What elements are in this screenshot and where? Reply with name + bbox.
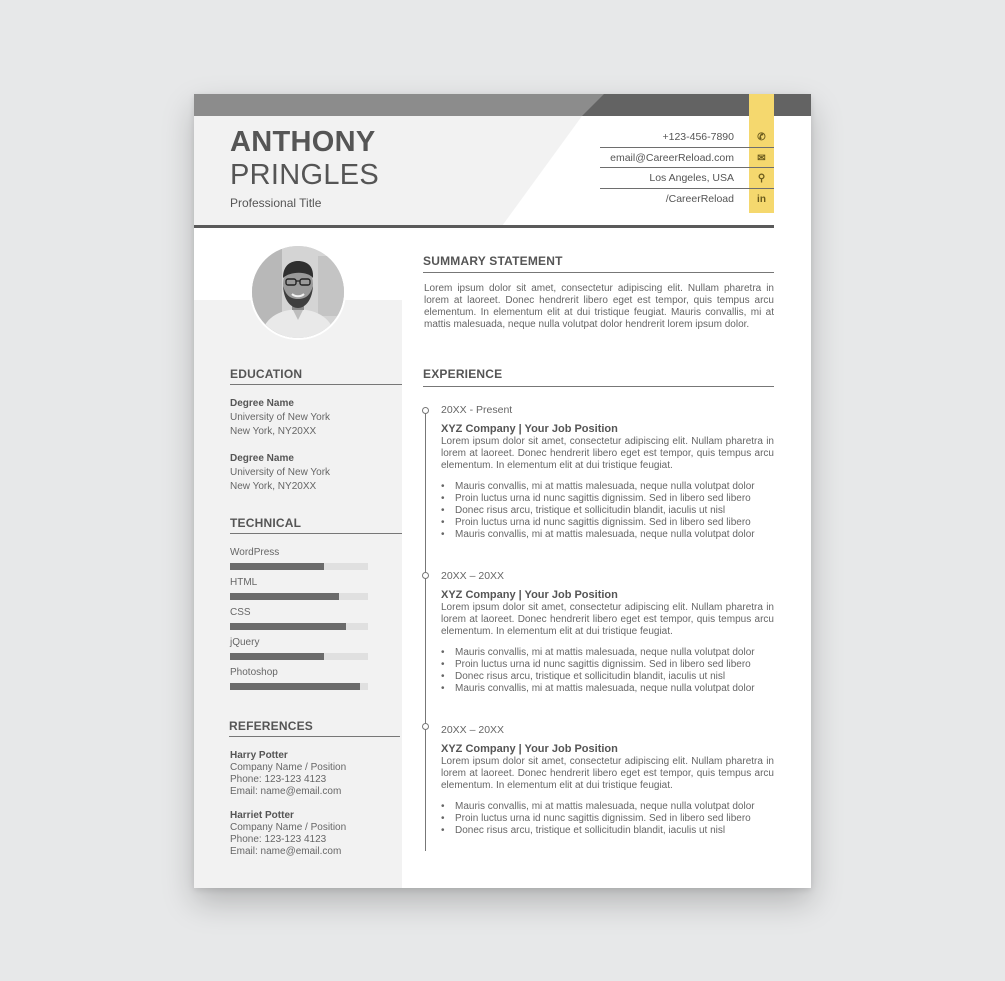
- reference-email[interactable]: Email: name@email.com: [230, 846, 342, 857]
- header-top-bar-accent: [194, 94, 811, 116]
- first-name: ANTHONY: [230, 126, 376, 158]
- job-title: XYZ Company | Your Job Position: [441, 423, 618, 435]
- job-title: XYZ Company | Your Job Position: [441, 743, 618, 755]
- reference-item: [230, 750, 346, 798]
- experience-rule: [423, 386, 774, 387]
- summary-heading: SUMMARY STATEMENT: [423, 254, 563, 268]
- contact-linkedin[interactable]: /CareerReload: [665, 193, 734, 206]
- contact-location: Los Angeles, USA: [600, 168, 774, 189]
- profile-photo: [250, 244, 346, 340]
- job-bullets: [441, 481, 774, 541]
- skill-bar-fill: [230, 683, 360, 690]
- job-bullet: • Mauris convallis, mi at mattis malesuada, neque nulla volutpat dolor: [441, 529, 774, 541]
- job-entry: [441, 724, 774, 837]
- skill-item: [230, 607, 370, 630]
- skill-bar: [230, 623, 368, 630]
- job-date: 20XX - Present: [441, 404, 513, 416]
- references-rule: [229, 736, 400, 737]
- skill-bar-fill: [230, 563, 324, 570]
- job-bullet: • Donec risus arcu, tristique et sollicitudin blandit, iaculis ut nisl: [441, 505, 774, 517]
- job-bullet: • Mauris convallis, mi at mattis malesuada, neque nulla volutpat dolor: [441, 647, 774, 659]
- job-bullets: [441, 801, 774, 837]
- reference-phone: Phone: 123-123 4123: [230, 774, 327, 785]
- skill-name: HTML: [230, 577, 258, 588]
- skill-name: WordPress: [230, 547, 280, 558]
- job-date: 20XX – 20XX: [441, 570, 505, 582]
- phone-icon: ✆: [757, 131, 766, 143]
- header-divider: [194, 225, 774, 228]
- location-pin-icon: ⚲: [757, 172, 766, 184]
- skill-item: [230, 637, 370, 660]
- job-entry: [441, 404, 774, 541]
- job-description: Lorem ipsum dolor sit amet, consectetur adipiscing elit. Nullam pharetra in lorem at laoreet. Donec hendrerit libero eget est tempor, quis tempus arcu elementum. In elementum elit at dui tristique feugiat.: [441, 436, 774, 471]
- last-name: PRINGLES: [230, 159, 380, 191]
- reference-company: Company Name / Position: [230, 822, 347, 833]
- timeline-dot: [422, 407, 429, 414]
- education-item: [230, 397, 330, 439]
- contact-email[interactable]: email@CareerReload.com: [600, 148, 774, 169]
- reference-email[interactable]: Email: name@email.com: [230, 786, 342, 797]
- job-bullet: • Proin luctus urna id nunc sagittis dignissim. Sed in libero sed libero: [441, 813, 774, 825]
- job-entry: [441, 570, 774, 695]
- linkedin-icon: in: [757, 193, 766, 205]
- skill-name: CSS: [230, 607, 251, 618]
- reference-company: Company Name / Position: [230, 762, 347, 773]
- timeline-dot: [422, 572, 429, 579]
- skill-bar-fill: [230, 593, 339, 600]
- skill-bar: [230, 683, 368, 690]
- skill-bar-fill: [230, 653, 324, 660]
- skill-bar: [230, 563, 368, 570]
- contact-list: [600, 127, 774, 210]
- summary-text: Lorem ipsum dolor sit amet, consectetur adipiscing elit. Nullam pharetra in lorem at laoreet. Donec hendrerit libero eget est tempor, quis tempus arcu elementum. In elementum elit at dui tristique feugiat. Mauris convallis, mi at mattis malesuada, neque nulla volutpat dolor hendrerit lorem ipsum dolor.: [424, 283, 774, 330]
- experience-heading: EXPERIENCE: [423, 367, 503, 381]
- degree-name: Degree Name: [230, 453, 294, 464]
- skill-name: Photoshop: [230, 667, 278, 678]
- education-item: [230, 452, 330, 494]
- references-heading: REFERENCES: [229, 719, 314, 733]
- skill-item: [230, 547, 370, 570]
- school-name: University of New York: [230, 412, 331, 423]
- reference-name: Harriet Potter: [230, 810, 294, 821]
- education-heading: EDUCATION: [230, 367, 303, 381]
- job-bullet: • Proin luctus urna id nunc sagittis dignissim. Sed in libero sed libero: [441, 517, 774, 529]
- job-bullet: • Donec risus arcu, tristique et sollicitudin blandit, iaculis ut nisl: [441, 671, 774, 683]
- resume-page: [194, 94, 811, 888]
- job-bullet: • Mauris convallis, mi at mattis malesuada, neque nulla volutpat dolor: [441, 801, 774, 813]
- job-description: Lorem ipsum dolor sit amet, consectetur adipiscing elit. Nullam pharetra in lorem at laoreet. Donec hendrerit libero eget est tempor, quis tempus arcu elementum. In elementum elit at dui tristique feugiat.: [441, 756, 774, 791]
- degree-name: Degree Name: [230, 398, 294, 409]
- school-place: New York, NY20XX: [230, 481, 317, 492]
- job-bullet: • Mauris convallis, mi at mattis malesuada, neque nulla volutpat dolor: [441, 481, 774, 493]
- job-bullet: • Proin luctus urna id nunc sagittis dignissim. Sed in libero sed libero: [441, 493, 774, 505]
- skill-bar: [230, 653, 368, 660]
- skill-name: jQuery: [230, 637, 260, 648]
- experience-timeline: [425, 410, 426, 851]
- skill-item: [230, 667, 370, 690]
- skill-item: [230, 577, 370, 600]
- technical-rule: [230, 533, 402, 534]
- summary-rule: [423, 272, 774, 273]
- job-title: XYZ Company | Your Job Position: [441, 589, 618, 601]
- job-date: 20XX – 20XX: [441, 724, 505, 736]
- reference-item: [230, 810, 346, 858]
- professional-title: Professional Title: [230, 196, 322, 210]
- job-bullet: • Mauris convallis, mi at mattis malesuada, neque nulla volutpat dolor: [441, 683, 774, 695]
- education-rule: [230, 384, 402, 385]
- job-bullet: • Proin luctus urna id nunc sagittis dignissim. Sed in libero sed libero: [441, 659, 774, 671]
- job-description: Lorem ipsum dolor sit amet, consectetur adipiscing elit. Nullam pharetra in lorem at laoreet. Donec hendrerit libero eget est tempor, quis tempus arcu elementum. In elementum elit at dui tristique feugiat.: [441, 602, 774, 637]
- contact-phone[interactable]: +123-456-7890: [600, 127, 774, 148]
- technical-heading: TECHNICAL: [230, 516, 302, 530]
- envelope-icon: ✉: [757, 152, 766, 164]
- job-bullets: [441, 647, 774, 695]
- timeline-dot: [422, 723, 429, 730]
- reference-name: Harry Potter: [230, 750, 288, 761]
- school-name: University of New York: [230, 467, 331, 478]
- skill-bar-fill: [230, 623, 346, 630]
- skill-bar: [230, 593, 368, 600]
- reference-phone: Phone: 123-123 4123: [230, 834, 327, 845]
- school-place: New York, NY20XX: [230, 426, 317, 437]
- job-bullet: • Donec risus arcu, tristique et sollicitudin blandit, iaculis ut nisl: [441, 825, 774, 837]
